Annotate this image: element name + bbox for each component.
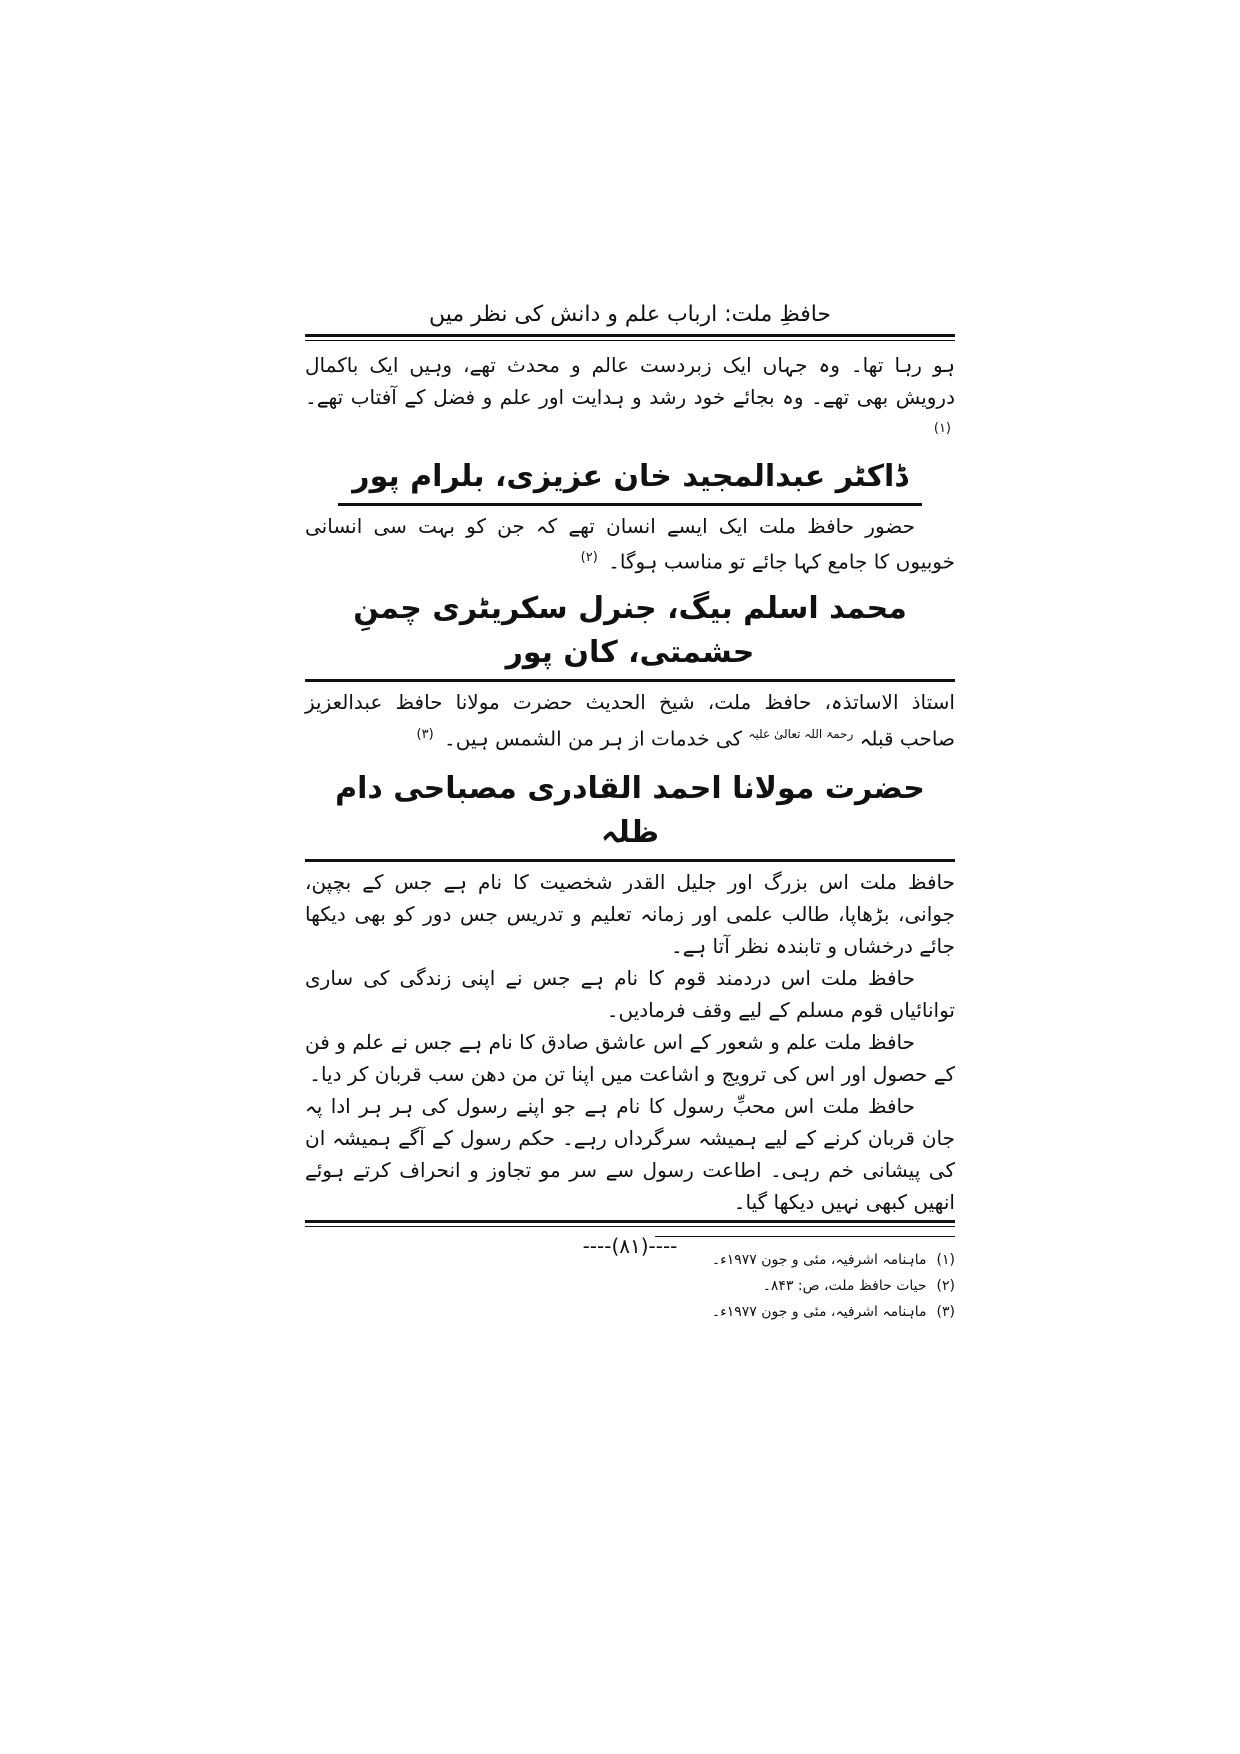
- section-3-paragraph: حافظ ملت اس دردمند قوم کا نام ہے جس نے اپنی زندگی کی ساری توانائیاں قوم مسلم کے لیے وقف فرمادیں۔: [305, 965, 955, 1022]
- book-page: [305, 300, 955, 1320]
- section-3-paragraph: حافظ ملت علم و شعور کے اس عاشق صادق کا نام ہے جس نے علم و فن کے حصول اور اس کی ترویج و اشاعت میں اپنا تن من دھن سب قربان کر دیا۔: [305, 1029, 955, 1086]
- section-1-paragraph: [305, 510, 955, 578]
- footnote-ref: (۳): [416, 727, 434, 743]
- running-head: حافظِ ملت: ارباب علم و دانش کی نظر میں: [428, 302, 832, 327]
- footnote-ref: (۱): [933, 421, 951, 436]
- honorific-mark: رحمۃ اللہ تعالیٰ علیہ: [748, 727, 854, 742]
- section-3-paragraph: حافظ ملت اس بزرگ اور جلیل القدر شخصیت کا نام ہے جس کے بچپن، جوانی، بڑھاپا، طالب علمی اور زمانہ تعلیم و تدریس جس دور کو بھی دیکھا جائے درخشاں و تابندہ نظر آتا ہے۔: [305, 869, 955, 958]
- header-rule: [305, 334, 955, 341]
- paragraph-text: ہو رہا تھا۔ وہ جہاں ایک زبردست عالم و محدث تھے، وہیں ایک باکمال درویش بھی تھے۔ وہ بجائے خود رشد و ہدایت اور علم و فضل کے آفتاب تھے۔: [305, 353, 955, 409]
- section-2-paragraph: [305, 686, 955, 755]
- page-number: ----(۸۱)----: [582, 1234, 678, 1258]
- paragraph-text: حضور حافظ ملت ایک ایسے انسان تھے کہ جن کو بہت سی انسانی خوبیوں کا جامع کہا جائے تو مناسب ہوگا۔: [305, 513, 955, 574]
- paragraph-text: استاذ الاساتذہ، حافظ ملت، شیخ الحدیث حضرت مولانا حافظ عبدالعزیز صاحب قبلہ: [305, 690, 955, 751]
- section-heading-misbahi: حضرت مولانا احمد القادری مصباحی دام ظلہ: [305, 767, 955, 862]
- section-heading-aziz: ڈاکٹر عبدالمجید خان عزیزی، بلرام پور: [305, 455, 955, 506]
- section-3-paragraph: حافظ ملت اس محبِّ رسول کا نام ہے جو اپنے رسول کی ہر ہر ادا پہ جان قربان کرنے کے لیے ہمیشہ سرگرداں رہے۔ حکم رسول کے آگے ہمیشہ ان کی پیشانی خم رہی۔ اطاعت رسول سے سر مو تجاوز و انحراف کرتے ہوئے انھیں کبھی نہیں دیکھا گیا۔: [305, 1093, 955, 1214]
- paragraph-text: کی خدمات از ہر من الشمس ہیں۔: [444, 726, 743, 751]
- section-0-paragraph: [305, 349, 955, 449]
- footnote: (۳)ماہنامہ اشرفیہ، مئی و جون ۱۹۷۷ء۔: [711, 1303, 955, 1320]
- footer-rule: [305, 1220, 955, 1227]
- footnote: (۲)حیات حافظ ملت، ص: ۸۴۳۔: [762, 1277, 955, 1294]
- section-heading-baig: محمد اسلم بیگ، جنرل سکریٹری چمنِ حشمتی، کان پور: [305, 587, 955, 682]
- footnote-ref: (۲): [580, 549, 598, 565]
- footnote: (۱)ماہنامہ اشرفیہ، مئی و جون ۱۹۷۷ء۔: [711, 1251, 955, 1268]
